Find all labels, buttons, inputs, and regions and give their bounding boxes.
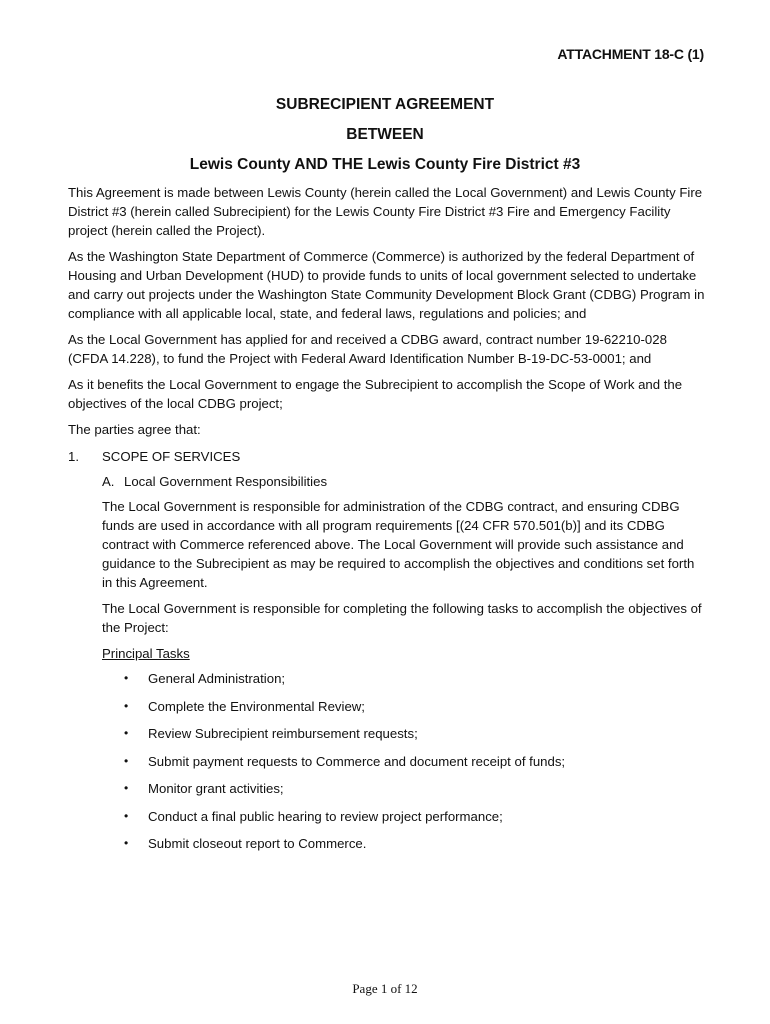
task-text: Submit payment requests to Commerce and document receipt of funds;	[148, 753, 566, 769]
commerce-paragraph: As the Washington State Department of Commerce (Commerce) is authorized by the federal Department of Housing and Urban Development (HUD) to provide funds to units of local government selected to undertake and carry out projects under the Washington State Community Development Block Grant (CDBG) Program in compliance with all applicable local, state, and federal laws, regulations and policies; and	[68, 249, 705, 321]
subsection-title: Local Government Responsibilities	[124, 474, 328, 489]
title-line-1: SUBRECIPIENT AGREEMENT	[275, 96, 495, 113]
section-heading	[68, 447, 708, 466]
bullet-icon: •	[124, 698, 129, 713]
subsection-letter: A.	[102, 474, 115, 489]
task-text: Review Subrecipient reimbursement requests;	[148, 726, 418, 741]
list-item	[124, 697, 708, 725]
tasks-intro-paragraph: The Local Government is responsible for completing the following tasks to accomplish the objectives of the Project:	[102, 601, 702, 635]
task-text: General Administration;	[148, 671, 286, 686]
responsibility-paragraph: The Local Government is responsible for administration of the CDBG contract, and ensuring CDBG funds are used in accordance with all program requirements [(24 CFR 570.501(b)] and its CDBG contract with Commerce referenced above. The Local Government will provide such assistance and guidance to the Subrecipient as may be required to accomplish the objectives and conditions set forth in this Agreement.	[102, 499, 695, 590]
subsection-heading	[102, 472, 708, 491]
bullet-icon: •	[124, 808, 129, 823]
page-number: Page 1 of 12	[352, 981, 418, 996]
list-item	[124, 834, 708, 862]
bullet-icon: •	[124, 781, 129, 795]
agreement-body	[68, 183, 708, 862]
task-text: Monitor grant activities;	[148, 781, 284, 796]
list-item	[124, 724, 708, 752]
bullet-icon: •	[124, 726, 129, 740]
title-line-2: BETWEEN	[346, 126, 424, 143]
list-item	[124, 669, 708, 697]
list-item	[124, 807, 708, 835]
section-number: 1.	[68, 449, 79, 464]
title-line-3: Lewis County AND THE Lewis County Fire District #3	[189, 156, 581, 173]
bullet-icon: •	[124, 671, 129, 685]
intro-paragraph: This Agreement is made between Lewis County (herein called the Local Government) and Lewis County Fire District #3 (herein called Subrecipient) for the Lewis County Fire District #3 Fire and Emergency Facility project (herein called the Project).	[68, 185, 703, 238]
award-paragraph: As the Local Government has applied for and received a CDBG award, contract number 19-62210-028 (CFDA 14.228), to fund the Project with Federal Award Identification Number B-19-DC-53-0001; and	[68, 332, 667, 366]
bullet-icon: •	[124, 753, 129, 768]
parties-agree-paragraph: The parties agree that:	[68, 422, 201, 437]
bullet-icon: •	[124, 836, 129, 850]
attachment-label: ATTACHMENT 18-C (1)	[557, 46, 704, 62]
task-text: Submit closeout report to Commerce.	[148, 836, 367, 851]
benefit-paragraph: As it benefits the Local Government to engage the Subrecipient to accomplish the Scope of Work and the objectives of the local CDBG project;	[68, 377, 683, 411]
section-content	[102, 472, 708, 862]
task-text: Complete the Environmental Review;	[148, 698, 365, 714]
section-title: SCOPE OF SERVICES	[102, 449, 241, 464]
list-item	[124, 752, 708, 780]
agreement-title	[0, 94, 770, 184]
list-item	[124, 779, 708, 807]
principal-tasks-label: Principal Tasks	[102, 646, 190, 661]
task-list	[102, 669, 708, 862]
task-text: Conduct a final public hearing to review project performance;	[148, 808, 503, 824]
